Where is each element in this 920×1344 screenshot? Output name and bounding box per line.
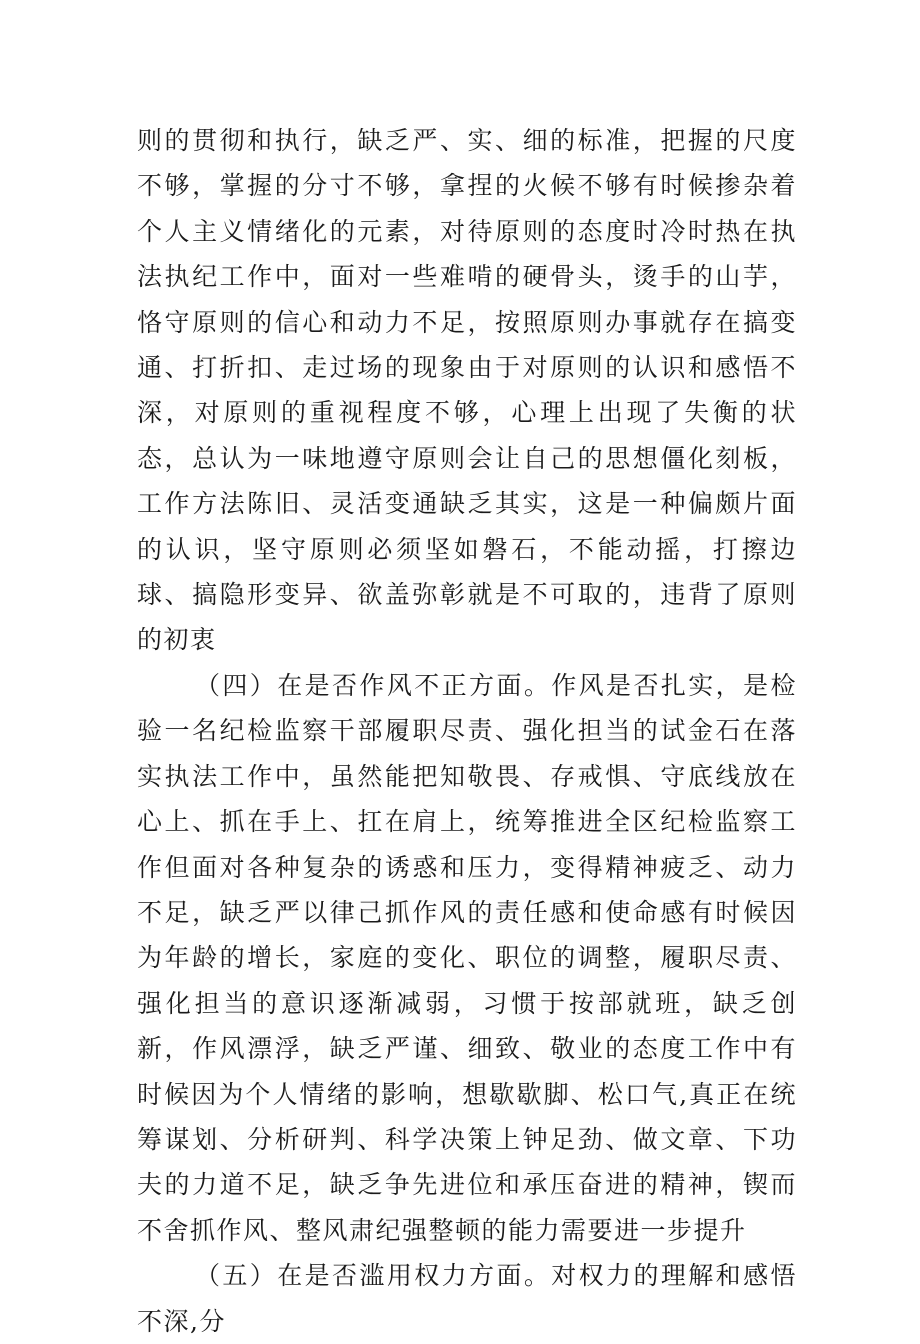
- paragraph-continuation: 则的贯彻和执行，缺乏严、实、细的标准，把握的尺度不够，掌握的分寸不够，拿捏的火候不够有时候掺杂着个人主义情绪化的元素，对待原则的态度时冷时热在执法执纪工作中，面对一些难啃的硬骨头，烫手的山芋，恪守原则的信心和动力不足，按照原则办事就存在搞变通、打折扣、走过场的现象由于对原则的认识和感悟不深，对原则的重视程度不够，心理上出现了失衡的状态，总认为一味地遵守原则会让自己的思想僵化刻板，工作方法陈旧、灵活变通缺乏其实，这是一种偏颇片面的认识，坚守原则必须坚如磐石，不能动摇，打擦边球、搞隐形变异、欲盖弥彰就是不可取的，违背了原则的初衷: [137, 126, 797, 655]
- paragraph-section-5: （五）在是否滥用权力方面。对权力的理解和感悟不深,分: [137, 1261, 797, 1336]
- document-body: [137, 118, 797, 1344]
- paragraph-section-4: （四）在是否作风不正方面。作风是否扎实，是检验一名纪检监察干部履职尽责、强化担当的试金石在落实执法工作中，虽然能把知敬畏、存戒惧、守底线放在心上、抓在手上、扛在肩上，统筹推进全区纪检监察工作但面对各种复杂的诱惑和压力，变得精神疲乏、动力不足，缺乏严以律己抓作风的责任感和使命感有时候因为年龄的增长，家庭的变化、职位的调整，履职尽责、强化担当的意识逐渐减弱，习惯于按部就班，缺乏创新，作风漂浮，缺乏严谨、细致、敬业的态度工作中有时候因为个人情绪的影响，想歇歇脚、松口气,真正在统筹谋划、分析研判、科学决策上钟足劲、做文章、下功夫的力道不足，缺乏争先进位和承压奋进的精神，锲而不舍抓作风、整风肃纪强整顿的能力需要进一步提升: [137, 670, 797, 1245]
